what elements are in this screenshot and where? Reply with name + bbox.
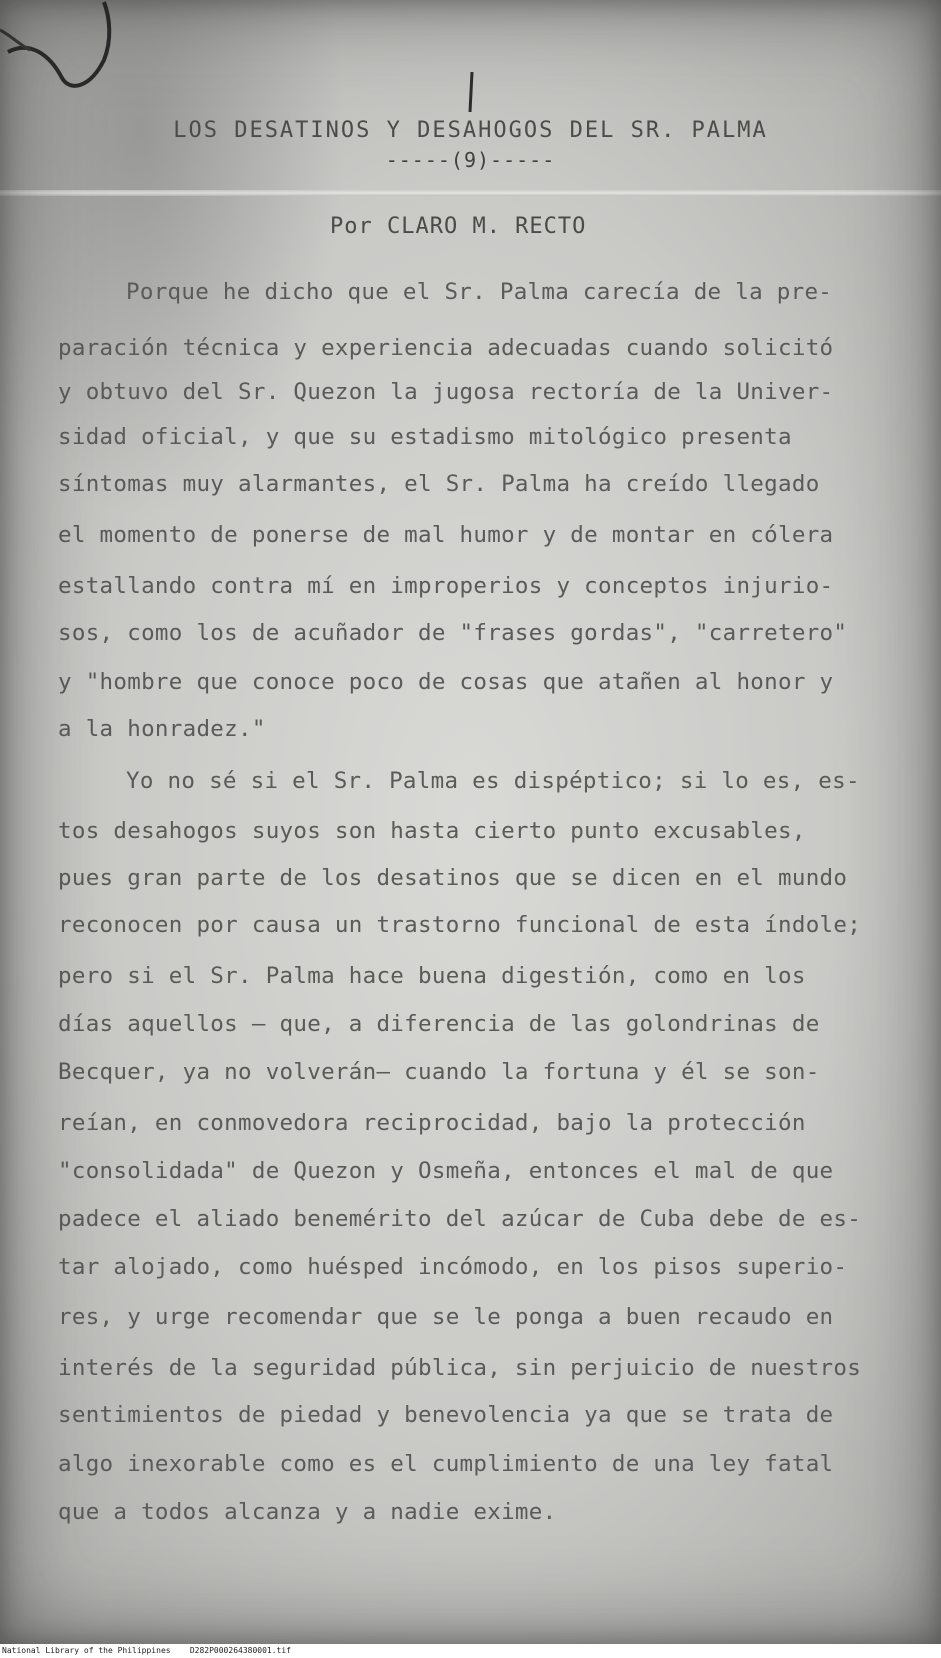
body-line: Porque he dicho que el Sr. Palma carecía de la pre- bbox=[126, 279, 833, 305]
body-line: interés de la seguridad pública, sin perjuicio de nuestros bbox=[58, 1355, 862, 1381]
document-subtitle: -----(9)----- bbox=[385, 148, 556, 172]
body-line: Yo no sé si el Sr. Palma es dispéptico; si lo es, es- bbox=[126, 768, 860, 794]
body-line: res, y urge recomendar que se le ponga a buen recaudo en bbox=[58, 1304, 834, 1330]
body-line: Becquer, ya no volverán— cuando la fortuna y él se son- bbox=[58, 1059, 820, 1085]
body-line: y "hombre que conoce poco de cosas que atañen al honor y bbox=[58, 669, 834, 695]
body-line: sidad oficial, y que su estadismo mitológico presenta bbox=[58, 424, 792, 450]
body-line: reían, en conmovedora reciprocidad, bajo la protección bbox=[58, 1110, 806, 1136]
body-line: "consolidada" de Quezon y Osmeña, entonces el mal de que bbox=[58, 1158, 834, 1184]
body-line: pero si el Sr. Palma hace buena digestión, como en los bbox=[58, 963, 806, 989]
body-line: algo inexorable como es el cumplimiento de una ley fatal bbox=[58, 1451, 834, 1477]
footer-institution: National Library of the Philippines bbox=[2, 1646, 171, 1655]
body-line: paración técnica y experiencia adecuadas cuando solicitó bbox=[58, 335, 834, 361]
body-line: pues gran parte de los desatinos que se dicen en el mundo bbox=[58, 865, 848, 891]
ink-mark-slash bbox=[468, 72, 474, 112]
body-line: que a todos alcanza y a nadie exime. bbox=[58, 1499, 557, 1525]
scan-footer bbox=[0, 1644, 941, 1658]
body-line: padece el aliado benemérito del azúcar de Cuba debe de es- bbox=[58, 1206, 862, 1232]
document-title: LOS DESATINOS Y DESAHOGOS DEL SR. PALMA bbox=[173, 118, 768, 143]
body-line: días aquellos — que, a diferencia de las golondrinas de bbox=[58, 1011, 820, 1037]
body-line: sentimientos de piedad y benevolencia ya que se trata de bbox=[58, 1402, 834, 1428]
body-line: síntomas muy alarmantes, el Sr. Palma ha creído llegado bbox=[58, 471, 820, 497]
footer-filename: D282P000264380001.tif bbox=[189, 1646, 291, 1655]
body-line: estallando contra mí en improperios y conceptos injurio- bbox=[58, 573, 834, 599]
body-line: tar alojado, como huésped incómodo, en los pisos superio- bbox=[58, 1254, 848, 1280]
body-line: el momento de ponerse de mal humor y de montar en cólera bbox=[58, 522, 834, 548]
ink-mark-curve bbox=[0, 0, 140, 110]
body-line: reconocen por causa un trastorno funcional de esta índole; bbox=[58, 912, 862, 938]
body-line: sos, como los de acuñador de "frases gordas", "carretero" bbox=[58, 620, 848, 646]
body-line: a la honradez." bbox=[58, 716, 266, 742]
body-line: y obtuvo del Sr. Quezon la jugosa rectoría de la Univer- bbox=[58, 379, 834, 405]
page-fold-line bbox=[0, 190, 941, 196]
document-byline: Por CLARO M. RECTO bbox=[330, 214, 587, 239]
body-line: tos desahogos suyos son hasta cierto punto excusables, bbox=[58, 818, 806, 844]
